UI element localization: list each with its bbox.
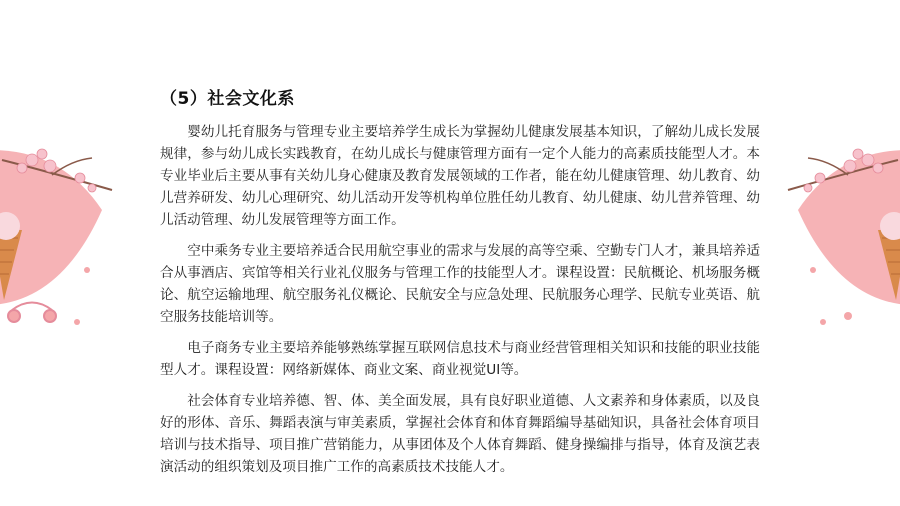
paragraph-childcare: 婴幼儿托育服务与管理专业主要培养学生成长为掌握幼儿健康发展基本知识，了解幼儿成长发展规律，参与幼儿成长实践教育，在幼儿成长与健康管理方面有一定个人能力的高素质技能型人才。本专业毕业后主要从事有关幼儿身心健康及教育发展领域的工作者，能在幼儿健康管理、幼儿教育、幼儿营养研发、幼儿心理研究、幼儿活动开发等机构单位胜任幼儿教育、幼儿健康、幼儿营养管理、幼儿活动管理、幼儿发展管理等方面工作。 bbox=[160, 124, 760, 228]
blossom-ice-cream-icon bbox=[778, 130, 900, 360]
paragraph-e-commerce: 电子商务专业主要培养能够熟练掌握互联网信息技术与商业经营管理相关知识和技能的职业技能型人才。课程设置：网络新媒体、商业文案、商业视觉UI等。 bbox=[160, 340, 760, 378]
section-title: （5）社会文化系 bbox=[160, 89, 295, 109]
left-blossom-decoration bbox=[0, 130, 122, 360]
right-blossom-decoration bbox=[778, 130, 900, 360]
paragraph-flight-attendant: 空中乘务专业主要培养适合民用航空事业的需求与发展的高等空乘、空勤专门人才，兼具培养适合从事酒店、宾馆等相关行业礼仪服务与管理工作的技能型人才。课程设置：民航概论、机场服务概论、航空运输地理、航空服务礼仪概论、民航安全与应急处理、民航服务心理学、民航专业英语、航空服务技能培训等。 bbox=[160, 243, 760, 325]
paragraph-social-sports: 社会体育专业培养德、智、体、美全面发展，具有良好职业道德、人文素养和身体素质，以及良好的形体、音乐、舞蹈表演与审美素质，掌握社会体育和体育舞蹈编导基础知识，具备社会体育项目培训与技术指导、项目推广营销能力，从事团体及个人体育舞蹈、健身操编排与指导，体育及演艺表演活动的组织策划及项目推广工作的高素质技术技能人才。 bbox=[160, 393, 760, 475]
content-area bbox=[160, 84, 760, 487]
blossom-ice-cream-icon bbox=[0, 130, 122, 360]
